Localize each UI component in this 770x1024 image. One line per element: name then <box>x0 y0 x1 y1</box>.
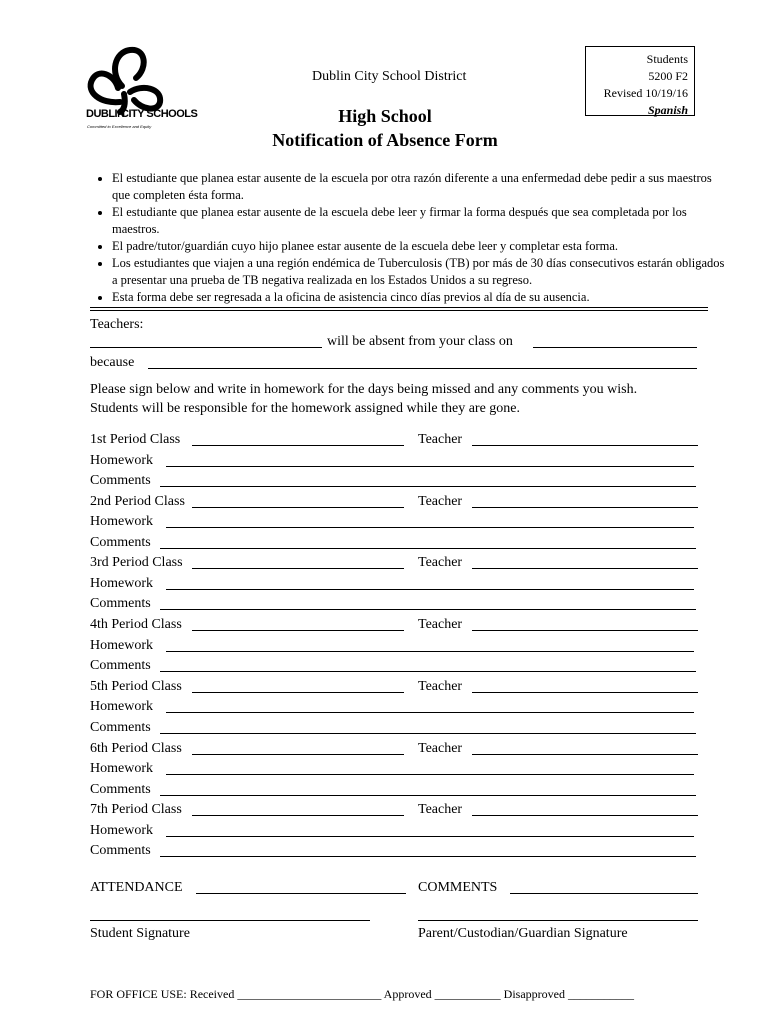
comments-label: Comments <box>90 719 151 735</box>
homework-instructions <box>90 380 637 418</box>
comments-field[interactable] <box>160 856 696 857</box>
homework-field[interactable] <box>166 836 694 837</box>
page-title-line2: Notification of Absence Form <box>272 130 498 150</box>
homework-label: Homework <box>90 514 153 530</box>
attendance-field[interactable] <box>196 893 406 894</box>
teacher-label: Teacher <box>418 740 463 756</box>
teacher-field[interactable] <box>472 754 698 755</box>
instructions-line1: Please sign below and write in homework for the days being missed and any comments you wish. <box>90 382 638 397</box>
office-use-line: FOR OFFICE USE: Received ________________________ Approved ___________ Disapproved ___________ <box>90 987 634 1001</box>
homework-label: Homework <box>90 699 153 715</box>
comments-field[interactable] <box>160 548 696 549</box>
comments-caps-label: COMMENTS <box>418 880 498 895</box>
teacher-label: Teacher <box>418 432 463 447</box>
because-label: because <box>90 355 135 370</box>
attendance-label: ATTENDANCE <box>90 880 183 895</box>
teacher-label: Teacher <box>418 493 463 509</box>
period-class-field[interactable] <box>192 445 404 446</box>
teacher-field[interactable] <box>472 815 698 816</box>
homework-label: Homework <box>90 637 153 653</box>
teacher-field[interactable] <box>472 630 698 631</box>
instruction-item: • El estudiante que planea estar ausente de la escuela por otra razón diferente a una enfermedad debe pedir a sus maestros que completen ésta forma. <box>112 170 727 204</box>
comments-field[interactable] <box>160 795 696 796</box>
absent-text: will be absent from your class on <box>327 334 513 349</box>
instructions-line2: Students will be responsible for the homework assigned while they are gone. <box>90 401 521 416</box>
page-title-line1: High School <box>338 106 432 126</box>
teacher-label: Teacher <box>418 617 463 633</box>
parent-signature-label: Parent/Custodian/Guardian Signature <box>418 926 628 941</box>
code-revised: Revised 10/19/16 <box>603 86 688 100</box>
comments-label: Comments <box>90 534 151 550</box>
attendance-comments-field[interactable] <box>510 893 698 894</box>
homework-field[interactable] <box>166 774 694 775</box>
period-class-label: 3rd Period Class <box>90 555 183 571</box>
comments-label: Comments <box>90 596 151 612</box>
instruction-item: • Los estudiantes que viajen a una región endémica de Tuberculosis (TB) por más de 30 días consecutivos estarán obligados a presentar una prueba de TB negativa realizada en los Estados Unidos a su regreso. <box>112 255 727 289</box>
comments-field[interactable] <box>160 733 696 734</box>
period-class-field[interactable] <box>192 815 404 816</box>
absence-date-field[interactable] <box>533 347 697 348</box>
teachers-label: Teachers: <box>90 317 144 332</box>
logo-word-city-schools: CITY SCHOOLS <box>121 108 198 120</box>
homework-label: Homework <box>90 822 153 838</box>
comments-field[interactable] <box>160 609 696 610</box>
period-class-label: 6th Period Class <box>90 740 182 756</box>
divider <box>90 310 708 311</box>
instruction-item: • El estudiante que planea estar ausente de la escuela debe leer y firmar la forma después que sea completada por los maestros. <box>112 204 727 238</box>
period-class-field[interactable] <box>192 692 404 693</box>
comments-field[interactable] <box>160 486 696 487</box>
homework-field[interactable] <box>166 527 694 528</box>
homework-label: Homework <box>90 452 153 468</box>
student-signature-field[interactable] <box>90 920 370 921</box>
period-class-field[interactable] <box>192 630 404 631</box>
district-name: Dublin City School District <box>312 69 467 84</box>
period-class-field[interactable] <box>192 754 404 755</box>
homework-label: Homework <box>90 761 153 776</box>
code-students: Students <box>646 52 688 66</box>
teacher-label: Teacher <box>418 802 463 818</box>
logo-word-dublin: DUBLIN <box>86 108 125 120</box>
instruction-item: • El padre/tutor/guardián cuyo hijo planee estar ausente de la escuela debe leer y completar esta forma. <box>112 238 727 255</box>
code-language: Spanish <box>647 103 688 117</box>
comments-label: Comments <box>90 781 151 797</box>
period-class-label: 1st Period Class <box>90 432 181 447</box>
comments-field[interactable] <box>160 671 696 672</box>
comments-label: Comments <box>90 658 151 674</box>
homework-field[interactable] <box>166 651 694 652</box>
period-class-field[interactable] <box>192 568 404 569</box>
homework-field[interactable] <box>166 466 694 467</box>
period-class-label: 4th Period Class <box>90 617 182 633</box>
parent-signature-field[interactable] <box>418 920 698 921</box>
comments-label: Comments <box>90 473 151 488</box>
teacher-field[interactable] <box>472 692 698 693</box>
student-name-field[interactable] <box>90 347 322 348</box>
teacher-field[interactable] <box>472 445 698 446</box>
homework-field[interactable] <box>166 589 694 590</box>
instructions-list <box>90 170 727 306</box>
homework-field[interactable] <box>166 712 694 713</box>
period-class-field[interactable] <box>192 507 404 508</box>
instruction-item: • Esta forma debe ser regresada a la oficina de asistencia cinco días previos al día de su ausencia. <box>112 289 727 306</box>
divider <box>90 307 708 308</box>
teacher-field[interactable] <box>472 507 698 508</box>
period-class-label: 5th Period Class <box>90 678 182 694</box>
period-class-label: 7th Period Class <box>90 802 182 818</box>
student-signature-label: Student Signature <box>90 926 190 941</box>
code-number: 5200 F2 <box>648 69 688 83</box>
comments-label: Comments <box>90 843 151 859</box>
reason-field[interactable] <box>148 368 697 369</box>
period-class-label: 2nd Period Class <box>90 493 185 509</box>
logo-tagline: Committed to Excellence and Equity <box>87 124 152 129</box>
teacher-label: Teacher <box>418 678 463 694</box>
teacher-field[interactable] <box>472 568 698 569</box>
teacher-label: Teacher <box>418 555 463 571</box>
homework-label: Homework <box>90 575 153 591</box>
